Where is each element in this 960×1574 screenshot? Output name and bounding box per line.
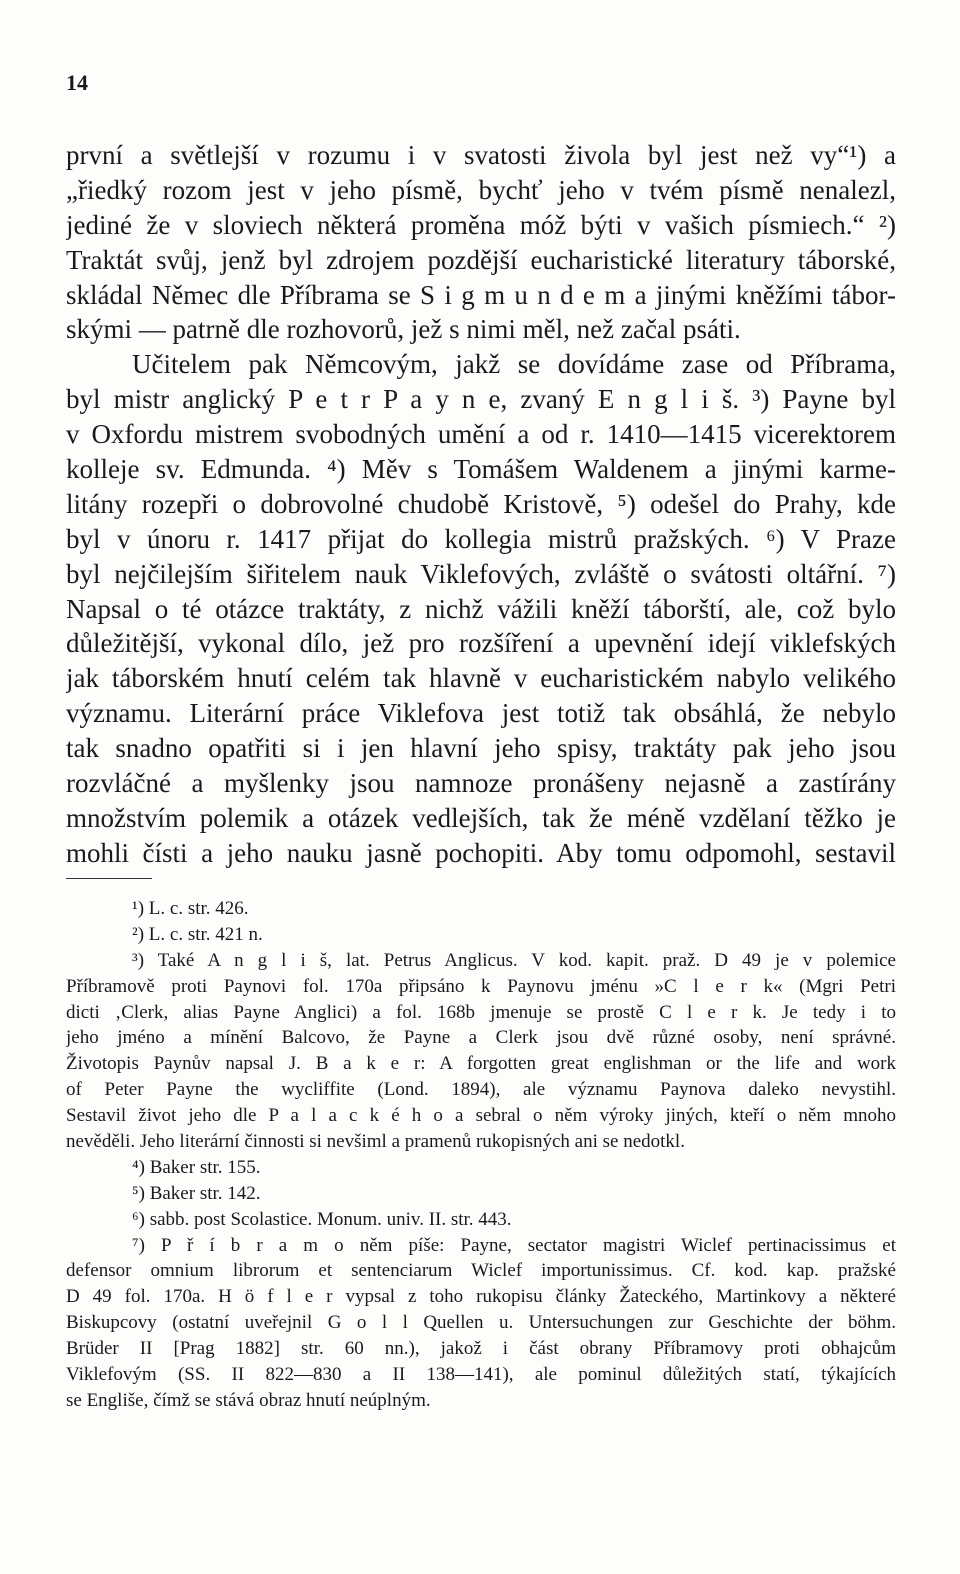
footnote-line: Sestavil život jeho dle P a l a c k é h o a sebral o něm výroky jiných, kteří o něm mnoho [66, 1105, 896, 1127]
footnote-line: dicti ‚Clerk, alias Payne Anglici) a fol. 168b jmenuje se prostě C l e r k. Je tedy i to [66, 1001, 896, 1023]
main-text [66, 138, 896, 871]
body-line: kolleje sv. Edmunda. ⁴) Měv s Tomášem Waldenem a jinými karme- [66, 454, 896, 485]
footnote-line: ⁵) Baker str. 142. [132, 1182, 261, 1204]
footnotes [66, 896, 896, 1414]
footnote-line: of Peter Payne the wycliffite (Lond. 1894), ale významu Paynova daleko nevystihl. [66, 1079, 896, 1101]
body-line: litány rozepři o dobrovolné chudobě Kristově, ⁵) odešel do Prahy, kde [66, 488, 896, 519]
footnote-line: Biskupcovy (ostatní uveřejnil G o l l Quellen u. Untersuchungen zur Geschichte der böhm. [66, 1312, 896, 1334]
body-line: skými — patrně dle rozhovorů, jež s nimi měl, než začal psáti. [66, 314, 741, 345]
body-line: v Oxfordu mistrem svobodných umění a od r. 1410—1415 vicerektorem [66, 419, 896, 450]
body-line: množstvím polemik a otázek vedlejších, tak že méně vzdělaní těžko je [66, 802, 896, 833]
footnote-line: defensor omnium librorum et sentenciarum Wiclef importunissimus. Cf. kod. kap. pražské [66, 1260, 896, 1282]
body-line: tak snadno opatřiti si i jen hlavní jeho spisy, traktáty pak jeho jsou [66, 733, 896, 764]
footnote-line: ⁷) P ř í b r a m o něm píše: Payne, sectator magistri Wiclef pertinacissimus et [132, 1234, 896, 1256]
footnote-line: ⁴) Baker str. 155. [132, 1156, 261, 1178]
footnote-line: D 49 fol. 170a. H ö f l e r vypsal z toho rukopisu články Žateckého, Martinkovy a některé [66, 1286, 896, 1308]
footnote-line: nevěděli. Jeho literární činnosti si nevšiml a pramenů rukopisných ani se nedotkl. [66, 1131, 685, 1153]
footnote-line: Životopis Paynův napsal J. B a k e r: A forgotten great englishman or the life and work [66, 1053, 896, 1075]
footnote-line: se Engliše, čímž se stává obraz hnutí neúplným. [66, 1389, 431, 1411]
body-line: důležitější, vykonal dílo, jež pro rozšíření a upevnění idejí viklefských [66, 628, 896, 659]
body-line: první a světlejší v rozumu i v svatosti živola byl jest než vy“¹) a [66, 140, 896, 170]
body-line: jak táborském hnutí celém tak hlavně v eucharistickém nabylo velikého [66, 663, 896, 694]
footnote-line: jeho jméno a mínění Balcovo, že Payne a Clerk jsou dvě různé osoby, není správné. [66, 1027, 896, 1049]
footnote-line: ²) L. c. str. 421 n. [132, 923, 263, 945]
page-number: 14 [66, 70, 88, 95]
body-line: skládal Němec dle Příbrama se S i g m u n d e m a jinými kněžími tábor- [66, 279, 896, 310]
body-line: Napsal o té otázce traktáty, z nichž vážili kněží táborští, ale, což bylo [66, 593, 896, 624]
body-line: „řiedký rozom jest v jeho písmě, bychť jeho v tvém písmě nenalezl, [66, 174, 896, 205]
body-line: Učitelem pak Němcovým, jakž se dovídáme zase od Příbrama, [132, 349, 896, 380]
body-line: byl mistr anglický P e t r P a y n e, zvaný E n g l i š. ³) Payne byl [66, 384, 896, 415]
body-line: byl nejčilejším šiřitelem nauk Viklefových, zvláště o svátosti oltářní. ⁷) [66, 558, 896, 589]
footnote-line: ¹) L. c. str. 426. [132, 898, 249, 919]
footnote-divider [66, 878, 152, 879]
body-line: významu. Literární práce Viklefova jest totiž tak obsáhlá, že nebylo [66, 698, 896, 729]
footnote-line: ⁶) sabb. post Scolastice. Monum. univ. II. str. 443. [132, 1208, 512, 1230]
body-line: Traktát svůj, jenž byl zdrojem pozdější eucharistické literatury táborské, [66, 244, 896, 275]
footnote-line: ³) Také A n g l i š, lat. Petrus Anglicus. V kod. kapit. praž. D 49 je v polemice [132, 949, 896, 971]
body-line: jediné že v sloviech některá proměna móž býti v vašich písmiech.“ ²) [66, 209, 896, 240]
footnote-line: Příbramově proti Paynovi fol. 170a připsáno k Paynovu jménu »C l e r k« (Mgri Petri [66, 975, 896, 997]
body-line: rozvláčné a myšlenky jsou namnoze pronášeny nejasně a zastírány [66, 768, 896, 799]
body-line: byl v únoru r. 1417 přijat do kollegia mistrů pražských. ⁶) V Praze [66, 523, 896, 554]
body-line: mohli čísti a jeho nauku jasně pochopiti. Aby tomu odpomohl, sestavil [66, 837, 896, 868]
footnote-line: Brüder II [Prag 1882] str. 60 nn.), jakož i část obrany Příbramovy proti obhajcům [66, 1338, 896, 1360]
footnote-line: Viklefovým (SS. II 822—830 a II 138—141), ale pominul důležitých statí, týkajících [66, 1364, 896, 1386]
